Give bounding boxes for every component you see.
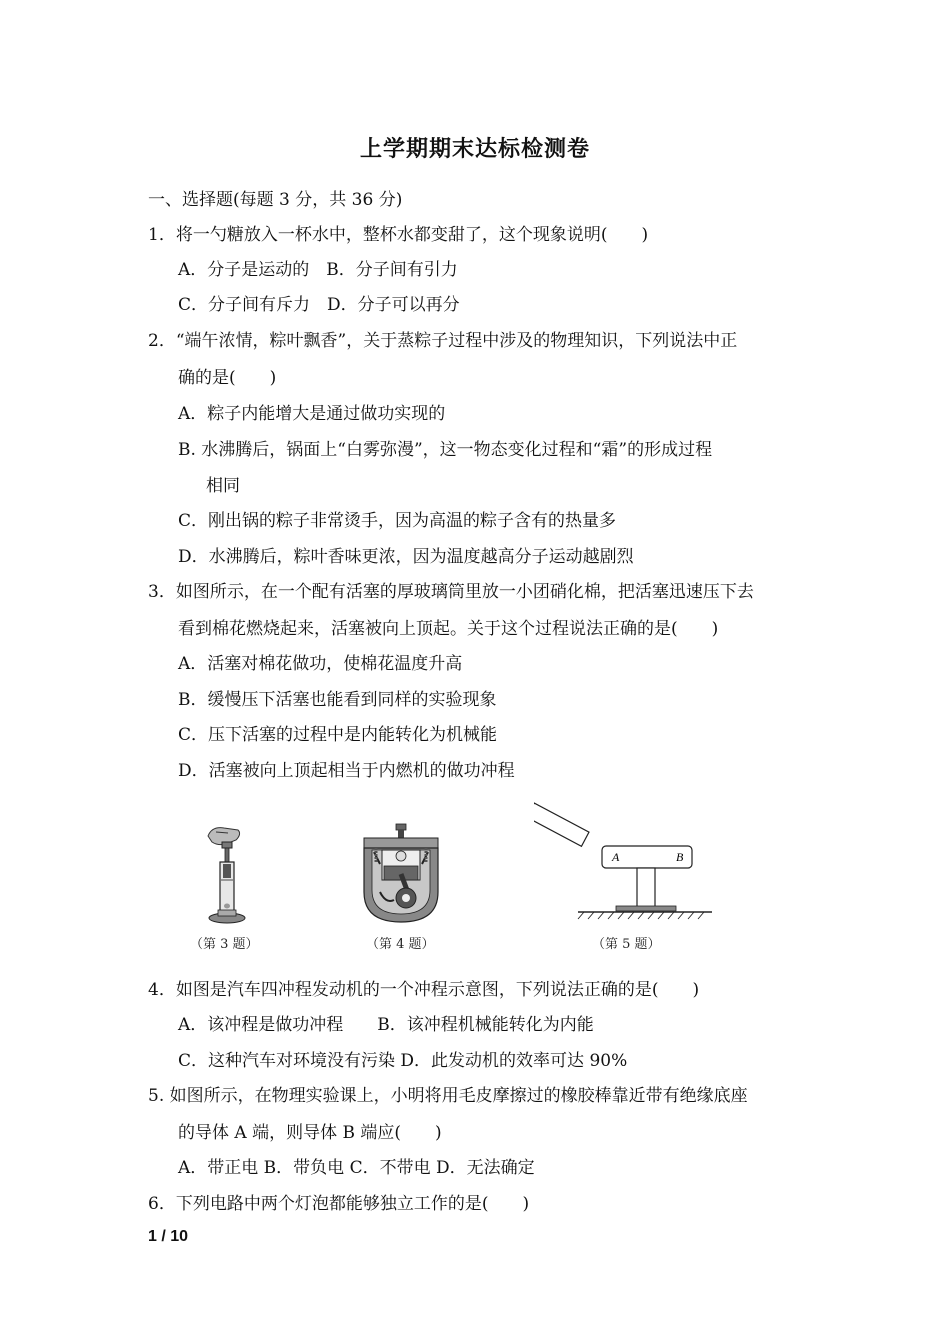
question-1-options-row-1: A．分子是运动的 B．分子间有引力 xyxy=(178,260,458,280)
conductor-end-a-label: A xyxy=(612,850,620,864)
figure-4-engine-cylinder xyxy=(358,822,444,926)
question-5-options-row: A．带正电 B．带负电 C．不带电 D．无法确定 xyxy=(178,1158,535,1178)
figure-5-caption: （第 5 题） xyxy=(592,937,661,952)
question-2-stem-line-2: 确的是( ) xyxy=(178,368,277,388)
question-2-stem-line-1: 2．“端午浓情，粽叶飘香”，关于蒸粽子过程中涉及的物理知识，下列说法中正 xyxy=(148,331,738,351)
question-3-option-c: C．压下活塞的过程中是内能转化为机械能 xyxy=(178,725,498,745)
question-1-stem: 1．将一勺糖放入一杯水中，整杯水都变甜了，这个现象说明( ) xyxy=(148,225,649,245)
question-4-stem: 4．如图是汽车四冲程发动机的一个冲程示意图，下列说法正确的是( ) xyxy=(148,980,700,1000)
question-2-option-b-line-1: B. 水沸腾后，锅面上“白雾弥漫”，这一物态变化过程和“霜”的形成过程 xyxy=(178,440,713,460)
question-1-options-row-2: C．分子间有斥力 D．分子可以再分 xyxy=(178,295,460,315)
question-4-options-row-2: C．这种汽车对环境没有污染 D．此发动机的效率可达 90% xyxy=(178,1051,628,1071)
question-3-option-d: D．活塞被向上顶起相当于内燃机的做功冲程 xyxy=(178,761,515,781)
question-3-option-a: A．活塞对棉花做功，使棉花温度升高 xyxy=(178,654,463,674)
figure-4-caption: （第 4 题） xyxy=(366,937,435,952)
question-3-stem-line-1: 3．如图所示，在一个配有活塞的厚玻璃筒里放一小团硝化棉，把活塞迅速压下去 xyxy=(148,582,754,602)
question-5-stem-line-1: 5. 如图所示，在物理实验课上，小明将用毛皮摩擦过的橡胶棒靠近带有绝缘底座 xyxy=(148,1086,748,1106)
question-2-option-b-line-2: 相同 xyxy=(206,476,240,496)
page-title: 上学期期末达标检测卷 xyxy=(359,137,590,162)
figure-3-fire-syringe xyxy=(198,822,258,928)
question-2-option-c: C．刚出锅的粽子非常烫手，因为高温的粽子含有的热量多 xyxy=(178,511,617,531)
question-6-stem: 6．下列电路中两个灯泡都能够独立工作的是( ) xyxy=(148,1194,530,1214)
question-3-option-b: B．缓慢压下活塞也能看到同样的实验现象 xyxy=(178,690,497,710)
question-5-stem-line-2: 的导体 A 端，则导体 B 端应( ) xyxy=(178,1123,442,1143)
question-4-options-row-1: A．该冲程是做功冲程 B．该冲程机械能转化为内能 xyxy=(178,1015,594,1035)
conductor-end-b-label: B xyxy=(676,850,684,864)
question-2-option-a: A．粽子内能增大是通过做功实现的 xyxy=(178,404,446,424)
question-3-stem-line-2: 看到棉花燃烧起来，活塞被向上顶起。关于这个过程说法正确的是( ) xyxy=(178,619,719,639)
figure-5-conductor-stand xyxy=(534,800,714,926)
question-2-option-d: D．水沸腾后，粽叶香味更浓，因为温度越高分子运动越剧烈 xyxy=(178,547,634,567)
section-heading: 一、选择题(每题 3 分，共 36 分) xyxy=(148,190,403,210)
figure-3-caption: （第 3 题） xyxy=(190,937,259,952)
page-number: 1 / 10 xyxy=(148,1228,189,1245)
